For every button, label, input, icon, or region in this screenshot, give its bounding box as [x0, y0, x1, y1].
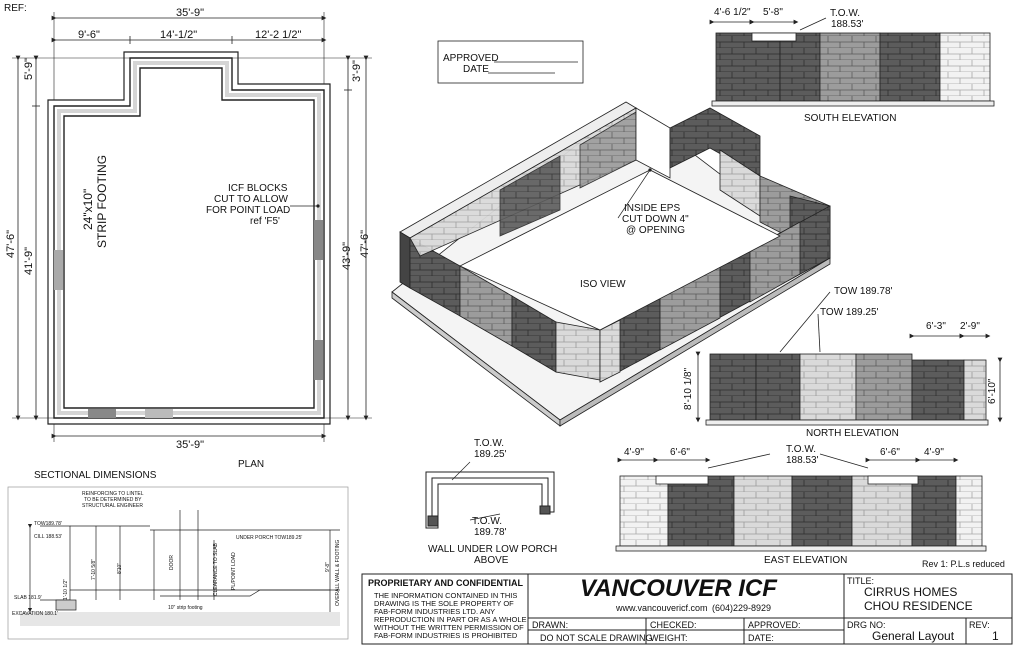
company-website: www.vancouvericf.com [616, 603, 708, 613]
sectional-overall: OVERALL WALL & FOOTING [335, 539, 341, 606]
proprietary-text-5: WITHOUT THE WRITTEN PERMISSION OF [374, 623, 524, 632]
plan-dim-right-top: 3'-9" [351, 60, 363, 82]
plan-note-line4: ref 'F5' [250, 216, 280, 227]
plan-note-line3: FOR POINT LOAD [206, 205, 291, 216]
south-dim1: 4'-6 1/2" [714, 7, 751, 18]
proprietary-text-1: THE INFORMATION CONTAINED IN THIS [374, 591, 518, 600]
sectional-excavation: EXCAVATION 180.1' [12, 611, 58, 617]
date-tb-label: DATE: [748, 633, 774, 643]
sectional-dim-d: 1'-10 1/2" [63, 578, 69, 600]
proprietary-title: PROPRIETARY AND CONFIDENTIAL [368, 578, 524, 588]
south-tow-label: T.O.W. [830, 8, 860, 19]
plan-dim-left-mid: 41'-9" [23, 246, 35, 275]
iso-note-line3: @ OPENING [626, 225, 686, 236]
east-elevation [616, 454, 986, 551]
porch-tow-bottom-label: T.O.W. [472, 516, 502, 527]
porch-title-line2: ABOVE [474, 555, 509, 566]
drawn-label: DRAWN: [532, 620, 569, 630]
drg-no-value: General Layout [872, 629, 955, 643]
south-tow-value: 188.53' [831, 19, 864, 30]
east-dim2: 6'-6" [670, 447, 690, 458]
porch-title-line1: WALL UNDER LOW PORCH [428, 544, 558, 555]
south-dim2: 5'-8" [763, 7, 783, 18]
north-height-right: 6'-10" [987, 378, 998, 404]
title-label: TITLE: [847, 576, 875, 586]
plan-dim-top-seg2: 14'-1/2" [160, 29, 198, 41]
approved-tb-label: APPROVED: [748, 620, 801, 630]
plan-title: PLAN [238, 459, 265, 470]
sectional-reinforcing-3: STRUCTURAL ENGINEER [82, 503, 143, 509]
sectional-under-porch: UNDER PORCH TOW189.25' [236, 535, 303, 541]
ref-label: REF: [4, 3, 27, 14]
sectional-title: SECTIONAL DIMENSIONS [34, 470, 157, 481]
rev-value: 1 [992, 629, 999, 643]
checked-label: CHECKED: [650, 620, 697, 630]
east-elevation-title: EAST ELEVATION [764, 555, 848, 566]
east-dim1: 4'-9" [624, 447, 644, 458]
plan-point-load-block [88, 409, 116, 418]
sectional-tow: TOW189.78' [34, 521, 62, 527]
east-tow-value: 188.53' [786, 455, 819, 466]
plan-dim-left-overall: 47'-6" [5, 229, 17, 258]
plan-dim-bottom-overall: 35'-9" [176, 439, 205, 451]
porch-tow-top-label: T.O.W. [474, 438, 504, 449]
plan-dim-right-mid: 43'-9" [341, 241, 353, 270]
east-dim4: 4'-9" [924, 447, 944, 458]
east-dim3: 6'-6" [880, 447, 900, 458]
approved-label: APPROVED [443, 53, 499, 64]
revision-note: Rev 1: P.L.s reduced [922, 559, 1005, 569]
proprietary-text-4: REPRODUCTION IN PART OR AS A WHOLE [374, 615, 527, 624]
sectional-dim-a: 7'-10 5/8" [91, 558, 97, 580]
rev-label: REV: [969, 620, 990, 630]
south-elevation [712, 18, 994, 106]
sectional-reinforcing-1: REINFORCING TO LINTEL [82, 491, 144, 497]
sectional-door: DOOR [169, 555, 175, 570]
weight-label: WEIGHT: [650, 633, 688, 643]
plan-view [12, 12, 372, 442]
plan-footing-size: 24"x10" [81, 188, 95, 230]
porch-tow-top-value: 189.25' [474, 449, 507, 460]
plan-dim-top-seg3: 12'-2 1/2" [255, 29, 302, 41]
sectional-dim-c: 9'-8" [325, 562, 331, 572]
proprietary-text-6: FAB-FORM INDUSTRIES IS PROHIBITED [374, 631, 518, 640]
title-line1: CIRRUS HOMES [864, 585, 958, 599]
plan-note-line2: CUT TO ALLOW [214, 194, 288, 205]
sectional-dim-b: 8'10" [117, 562, 123, 574]
do-not-scale: DO NOT SCALE DRAWING [540, 633, 653, 643]
company-name: VANCOUVER ICF [580, 575, 777, 602]
sectional-cill: CILL 188.53' [34, 534, 63, 540]
plan-note-line1: ICF BLOCKS [228, 183, 288, 194]
south-elevation-title: SOUTH ELEVATION [804, 113, 897, 124]
plan-footing-label: STRIP FOOTING [95, 154, 109, 248]
iso-view-title: ISO VIEW [580, 279, 626, 290]
sectional-clearance: CLEARANCE TO SLAB [213, 543, 219, 596]
plan-dim-top-overall: 35'-9" [176, 7, 205, 19]
north-elevation-title: NORTH ELEVATION [806, 428, 899, 439]
plan-dim-left-top: 5'-9" [23, 58, 35, 80]
approved-date-label: DATE [463, 64, 489, 75]
sectional-strip-footing: 10" strip footing [168, 605, 203, 611]
iso-note-line2: CUT DOWN 4" [622, 214, 689, 225]
proprietary-text-3: FAB-FORM INDUSTRIES LTD. ANY [374, 607, 496, 616]
sectional-drawing [8, 487, 348, 639]
plan-dim-top-seg1: 9'-6" [78, 29, 100, 41]
plan-footing-outline [48, 52, 330, 424]
iso-note-line1: INSIDE EPS [624, 203, 681, 214]
proprietary-text-2: DRAWING IS THE SOLE PROPERTY OF [374, 599, 514, 608]
sectional-slab: SLAB 181.9' [14, 595, 42, 601]
title-line2: CHOU RESIDENCE [864, 599, 973, 613]
north-dim2: 2'-9" [960, 321, 980, 332]
plan-dim-right-overall: 47'-6" [359, 229, 371, 258]
north-height-left: 8'-10 1/8" [683, 367, 694, 410]
north-dim1: 6'-3" [926, 321, 946, 332]
sectional-reinforcing-2: TO BE DETERMINED BY [84, 497, 142, 503]
north-tow-high: TOW 189.78' [834, 286, 893, 297]
sectional-point-load: PL/POINT LOAD [231, 552, 237, 590]
east-tow-label: T.O.W. [786, 444, 816, 455]
porch-tow-bottom-value: 189.78' [474, 527, 507, 538]
drg-no-label: DRG NO: [847, 620, 886, 630]
company-phone: (604)229-8929 [712, 603, 772, 613]
north-tow-low: TOW 189.25' [820, 307, 879, 318]
